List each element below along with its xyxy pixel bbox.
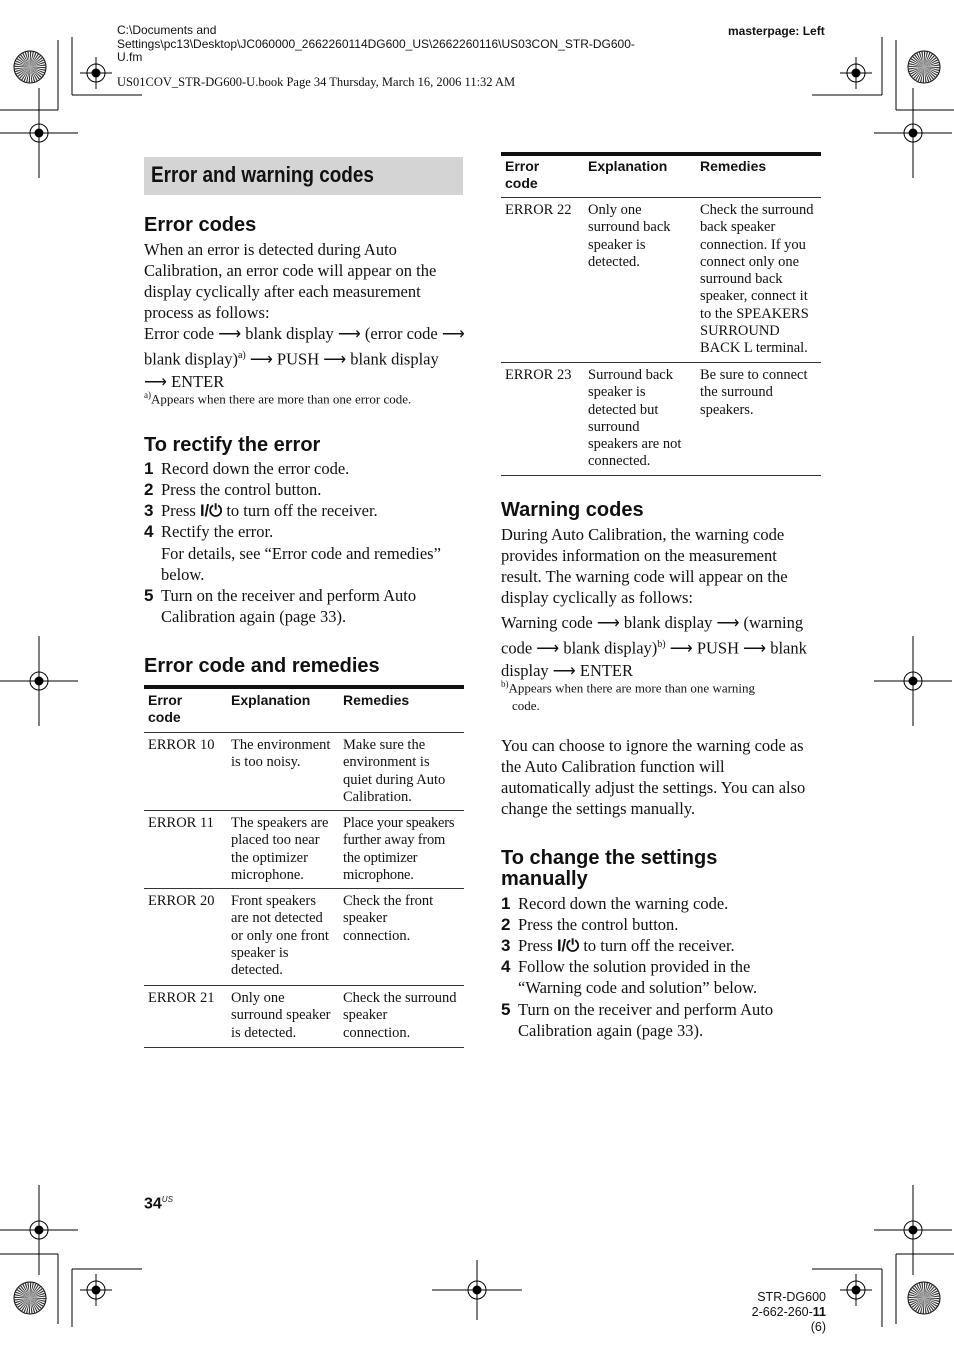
step-text xyxy=(518,935,735,957)
header-text: code xyxy=(505,175,538,191)
arrow-icon: ⟶ xyxy=(144,373,167,391)
text-line: the Auto Calibration function will xyxy=(501,757,725,776)
footnote-text: code. xyxy=(512,698,540,714)
seq-item: code xyxy=(501,638,533,658)
error-codes-intro xyxy=(144,239,469,393)
step-item xyxy=(501,893,831,914)
cell-line: Front speakers xyxy=(231,893,316,909)
table-rule xyxy=(144,810,464,811)
table-rule xyxy=(144,985,464,986)
table-cell-remedies xyxy=(343,737,445,806)
table-cell-code: ERROR 21 xyxy=(148,990,215,1006)
cell-line: surround back xyxy=(700,271,783,288)
table-cell-remedies xyxy=(343,893,433,945)
text-line: Calibration again (page 33). xyxy=(518,1021,704,1040)
table-cell-explanation xyxy=(231,893,329,979)
cell-line: is detected. xyxy=(231,1024,297,1041)
cell-line: Place your speakers xyxy=(343,815,455,831)
cell-line: microphone. xyxy=(231,866,304,883)
step-text-part: Press xyxy=(518,936,557,955)
table-cell-explanation xyxy=(231,737,330,772)
step-text-part: to turn off the receiver. xyxy=(579,936,735,955)
arrow-icon: ⟶ xyxy=(441,326,465,343)
power-icon: I/⏻ xyxy=(199,502,223,520)
cell-line: Check the surround xyxy=(700,202,814,218)
cell-line: speakers are not xyxy=(588,436,682,453)
arrow-icon: ⟶ xyxy=(536,640,560,658)
rectify-steps xyxy=(144,458,474,633)
page-title: Error and warning codes xyxy=(151,162,374,187)
header-cell-code xyxy=(148,692,182,726)
cell-line: connection. xyxy=(343,1024,411,1041)
cell-line: the optimizer xyxy=(343,849,418,866)
file-path-line: Settings\pc13\Desktop\JC060000_2662260114DG600_US\2662260116\US03CON_STR-DG600- xyxy=(117,36,635,51)
cell-line: connection. xyxy=(343,927,411,944)
cell-line: speaker, connect it xyxy=(700,288,808,305)
error-codes-heading: Error codes xyxy=(144,214,257,236)
arrow-icon: ⟶ xyxy=(337,326,361,343)
table-rule xyxy=(144,732,464,733)
seq-item: PUSH xyxy=(276,349,320,369)
step-number: 5 xyxy=(144,586,154,605)
change-steps xyxy=(501,893,831,1053)
seq-item: blank display) xyxy=(563,638,658,658)
step-number: 1 xyxy=(501,894,511,913)
arrow-icon: ⟶ xyxy=(249,351,273,369)
cell-line: BACK L terminal. xyxy=(700,340,808,357)
seq-item: (warning xyxy=(743,613,804,632)
table-top-rule xyxy=(144,685,464,689)
cell-line: speakers. xyxy=(700,401,754,418)
arrow-icon: ⟶ xyxy=(716,615,740,632)
step-number: 2 xyxy=(144,480,154,499)
step-number: 3 xyxy=(501,936,511,955)
footnote-text: Appears when there are more than one warning xyxy=(508,680,756,696)
cell-line: speaker is xyxy=(588,236,646,253)
table-rule xyxy=(501,197,821,198)
cell-line: back speaker xyxy=(700,219,776,236)
cell-line: or only one front xyxy=(231,927,329,944)
seq-item: ENTER xyxy=(171,371,225,391)
warning-sequence xyxy=(501,612,826,682)
power-icon: I/⏻ xyxy=(556,937,580,955)
error-table xyxy=(144,685,464,1049)
seq-item: blank display xyxy=(245,324,334,343)
step-item xyxy=(144,521,474,542)
step-number: 5 xyxy=(501,1000,511,1019)
seq-item: blank xyxy=(770,638,807,658)
seq-item: blank display xyxy=(350,349,439,369)
change-settings-heading xyxy=(501,848,717,890)
page-number-suffix: US xyxy=(161,1195,173,1204)
cell-line: quiet during Auto xyxy=(343,771,446,788)
cell-line: detected but xyxy=(588,401,659,418)
table-cell-explanation xyxy=(588,202,671,271)
text-line: You can choose to ignore the warning code as xyxy=(501,736,804,755)
table-rule xyxy=(501,475,821,476)
step-item xyxy=(144,458,474,479)
step-text xyxy=(518,956,757,998)
book-info-line: US01COV_STR-DG600-U.book Page 34 Thursday, March 16, 2006 11:32 AM xyxy=(117,75,516,89)
cell-line: connected. xyxy=(588,453,651,470)
header-cell-code xyxy=(505,158,539,192)
seq-item: Warning code xyxy=(501,613,593,632)
header-text: Error xyxy=(505,158,540,174)
step-text: Rectify the error. xyxy=(161,522,274,541)
step-detail xyxy=(161,543,474,585)
cell-line: Be sure to connect xyxy=(700,367,808,383)
text-line: “Warning code and solution” below. xyxy=(518,978,758,997)
cell-line: Check the front xyxy=(343,893,434,909)
header-text: code xyxy=(148,709,181,725)
cell-line: speaker xyxy=(343,1007,388,1024)
text-line: Turn on the receiver and perform Auto xyxy=(518,1000,774,1019)
text-line: below. xyxy=(161,565,205,584)
code-part: 11 xyxy=(812,1305,826,1319)
warning-intro xyxy=(501,524,826,608)
step-text-part: to turn off the receiver. xyxy=(222,501,378,520)
seq-item: blank display xyxy=(623,613,713,632)
sequence-line xyxy=(144,323,469,345)
seq-item: (error code xyxy=(364,324,438,343)
masterpage-label: masterpage: Left xyxy=(728,24,825,38)
step-item xyxy=(144,500,474,521)
step-text xyxy=(161,500,378,522)
text-line: When an error is detected during Auto xyxy=(144,240,397,259)
heading-line: manually xyxy=(501,868,588,890)
footnote-ref: a) xyxy=(237,350,246,361)
cell-line: Calibration. xyxy=(343,788,412,805)
step-text: Press the control button. xyxy=(518,915,679,934)
step-text: Record down the error code. xyxy=(161,459,350,478)
cell-line: The speakers are xyxy=(231,815,329,831)
cell-line: placed too near xyxy=(231,832,320,849)
model-name: STR-DG600 xyxy=(757,1290,826,1304)
arrow-icon: ⟶ xyxy=(669,640,693,658)
table-cell-remedies xyxy=(343,990,457,1042)
table-cell-remedies xyxy=(700,367,808,419)
cell-line: environment is xyxy=(343,754,430,771)
table-rule xyxy=(501,362,821,363)
file-path-line: C:\Documents and xyxy=(117,23,217,37)
table-cell-code: ERROR 10 xyxy=(148,737,215,753)
table-cell-explanation xyxy=(231,990,330,1042)
seq-item: ENTER xyxy=(579,660,634,680)
step-text: Press the control button. xyxy=(161,480,322,499)
text-line: change the settings manually. xyxy=(501,799,696,818)
warning-codes-heading: Warning codes xyxy=(501,499,644,521)
seq-item: PUSH xyxy=(696,638,740,658)
step-item xyxy=(144,479,474,500)
warning-paragraph xyxy=(501,735,831,819)
table-top-rule xyxy=(501,152,821,156)
cell-line: the optimizer xyxy=(231,849,308,866)
cell-line: speaker is xyxy=(231,944,289,961)
table-cell-code: ERROR 22 xyxy=(505,202,572,218)
cell-line: Only one xyxy=(588,202,642,218)
header-cell-explanation: Explanation xyxy=(231,692,311,708)
cell-line: surround back xyxy=(588,219,671,236)
table-cell-remedies xyxy=(343,815,454,884)
footnote-text: Appears when there are more than one error code. xyxy=(151,391,412,407)
header-cell-remedies: Remedies xyxy=(700,158,767,174)
text-line: result. The warning code will appear on the xyxy=(501,567,788,586)
seq-item: display xyxy=(501,660,549,680)
text-line: Turn on the receiver and perform Auto xyxy=(161,586,417,605)
table-cell-explanation xyxy=(588,367,681,471)
footnote-ref: b) xyxy=(657,639,666,650)
document-code xyxy=(740,1305,826,1335)
seq-item: Error code xyxy=(144,324,215,343)
step-item xyxy=(501,956,831,998)
cell-line: connection. If you xyxy=(700,236,806,253)
cell-line: Make sure the xyxy=(343,737,426,753)
cell-line: speaker is xyxy=(588,384,646,401)
text-line: Follow the solution provided in the xyxy=(518,957,751,976)
cell-line: further away from xyxy=(343,832,446,849)
step-item xyxy=(501,914,831,935)
cell-line: surround speaker xyxy=(231,1007,331,1024)
error-footnote xyxy=(144,386,474,408)
warning-footnote xyxy=(501,675,831,715)
text-line: During Auto Calibration, the warning code xyxy=(501,525,785,544)
step-number: 4 xyxy=(501,957,511,976)
cell-line: speaker xyxy=(343,910,388,927)
page-number xyxy=(144,1195,173,1213)
table-cell-code: ERROR 23 xyxy=(505,367,572,383)
text-line: Calibration, an error code will appear on the xyxy=(144,261,437,280)
footnote-line xyxy=(501,675,831,697)
step-number: 3 xyxy=(144,501,154,520)
sequence-line xyxy=(144,345,469,371)
text-line: provides information on the measurement xyxy=(501,546,777,565)
file-path-line: U.fm xyxy=(117,50,143,64)
header-text: Error xyxy=(148,692,183,708)
cell-line: are not detected xyxy=(231,910,323,927)
cell-line: The environment xyxy=(231,737,331,753)
error-table-continued xyxy=(501,152,821,478)
step-item xyxy=(501,999,831,1041)
cell-line: connect only one xyxy=(700,253,800,270)
arrow-icon: ⟶ xyxy=(552,662,576,680)
header-cell-remedies: Remedies xyxy=(343,692,410,708)
footnote-mark: a) xyxy=(144,390,151,400)
arrow-icon: ⟶ xyxy=(323,351,347,369)
code-part: 2-662-260- xyxy=(751,1305,813,1319)
table-cell-code: ERROR 11 xyxy=(148,815,214,831)
text-line: For details, see “Error code and remedies” xyxy=(161,544,441,563)
step-text xyxy=(518,999,773,1041)
text-line: Calibration again (page 33). xyxy=(161,607,347,626)
step-item xyxy=(144,585,474,627)
table-cell-remedies xyxy=(700,202,814,358)
cell-line: Surround back xyxy=(588,367,673,383)
seq-item: blank display) xyxy=(144,349,238,369)
cell-line: detected. xyxy=(231,962,283,979)
remedies-heading: Error code and remedies xyxy=(144,655,380,677)
arrow-icon: ⟶ xyxy=(218,326,242,343)
step-item xyxy=(501,935,831,956)
step-text: Record down the warning code. xyxy=(518,894,729,913)
cell-line: the surround xyxy=(700,384,773,401)
cell-line: Only one xyxy=(231,990,285,1006)
table-cell-code: ERROR 20 xyxy=(148,893,215,909)
sequence-line xyxy=(501,634,826,660)
footnote-mark: b) xyxy=(501,679,509,689)
table-rule xyxy=(144,1047,464,1048)
cell-line: is too noisy. xyxy=(231,754,301,771)
header-cell-explanation: Explanation xyxy=(588,158,668,174)
arrow-icon: ⟶ xyxy=(743,640,767,658)
text-line: display cyclically as follows: xyxy=(501,588,693,607)
arrow-icon: ⟶ xyxy=(596,615,620,632)
step-number: 1 xyxy=(144,459,154,478)
step-number: 2 xyxy=(501,915,511,934)
rectify-heading: To rectify the error xyxy=(144,434,321,456)
cell-line: detected. xyxy=(588,253,640,270)
step-text-part: Press xyxy=(161,501,200,520)
file-path-header xyxy=(117,24,707,65)
code-part: (6) xyxy=(810,1320,826,1334)
text-line: automatically adjust the settings. You can also xyxy=(501,778,806,797)
table-cell-explanation xyxy=(231,815,328,884)
footer-model-info xyxy=(740,1290,826,1335)
step-text xyxy=(161,585,416,627)
page-title-bar xyxy=(144,157,463,195)
step-number: 4 xyxy=(144,522,154,541)
sequence-line xyxy=(501,612,826,634)
text-line: process as follows: xyxy=(144,303,270,322)
cell-line: surround xyxy=(588,418,640,435)
cell-line: microphone. xyxy=(343,866,414,883)
table-rule xyxy=(144,888,464,889)
page-number-value: 34 xyxy=(144,1195,162,1213)
cell-line: to the SPEAKERS xyxy=(700,305,809,322)
heading-line: To change the settings xyxy=(501,847,718,869)
cell-line: SURROUND xyxy=(700,323,780,340)
cell-line: Check the surround xyxy=(343,990,457,1006)
text-line: display cyclically after each measurement xyxy=(144,282,421,301)
